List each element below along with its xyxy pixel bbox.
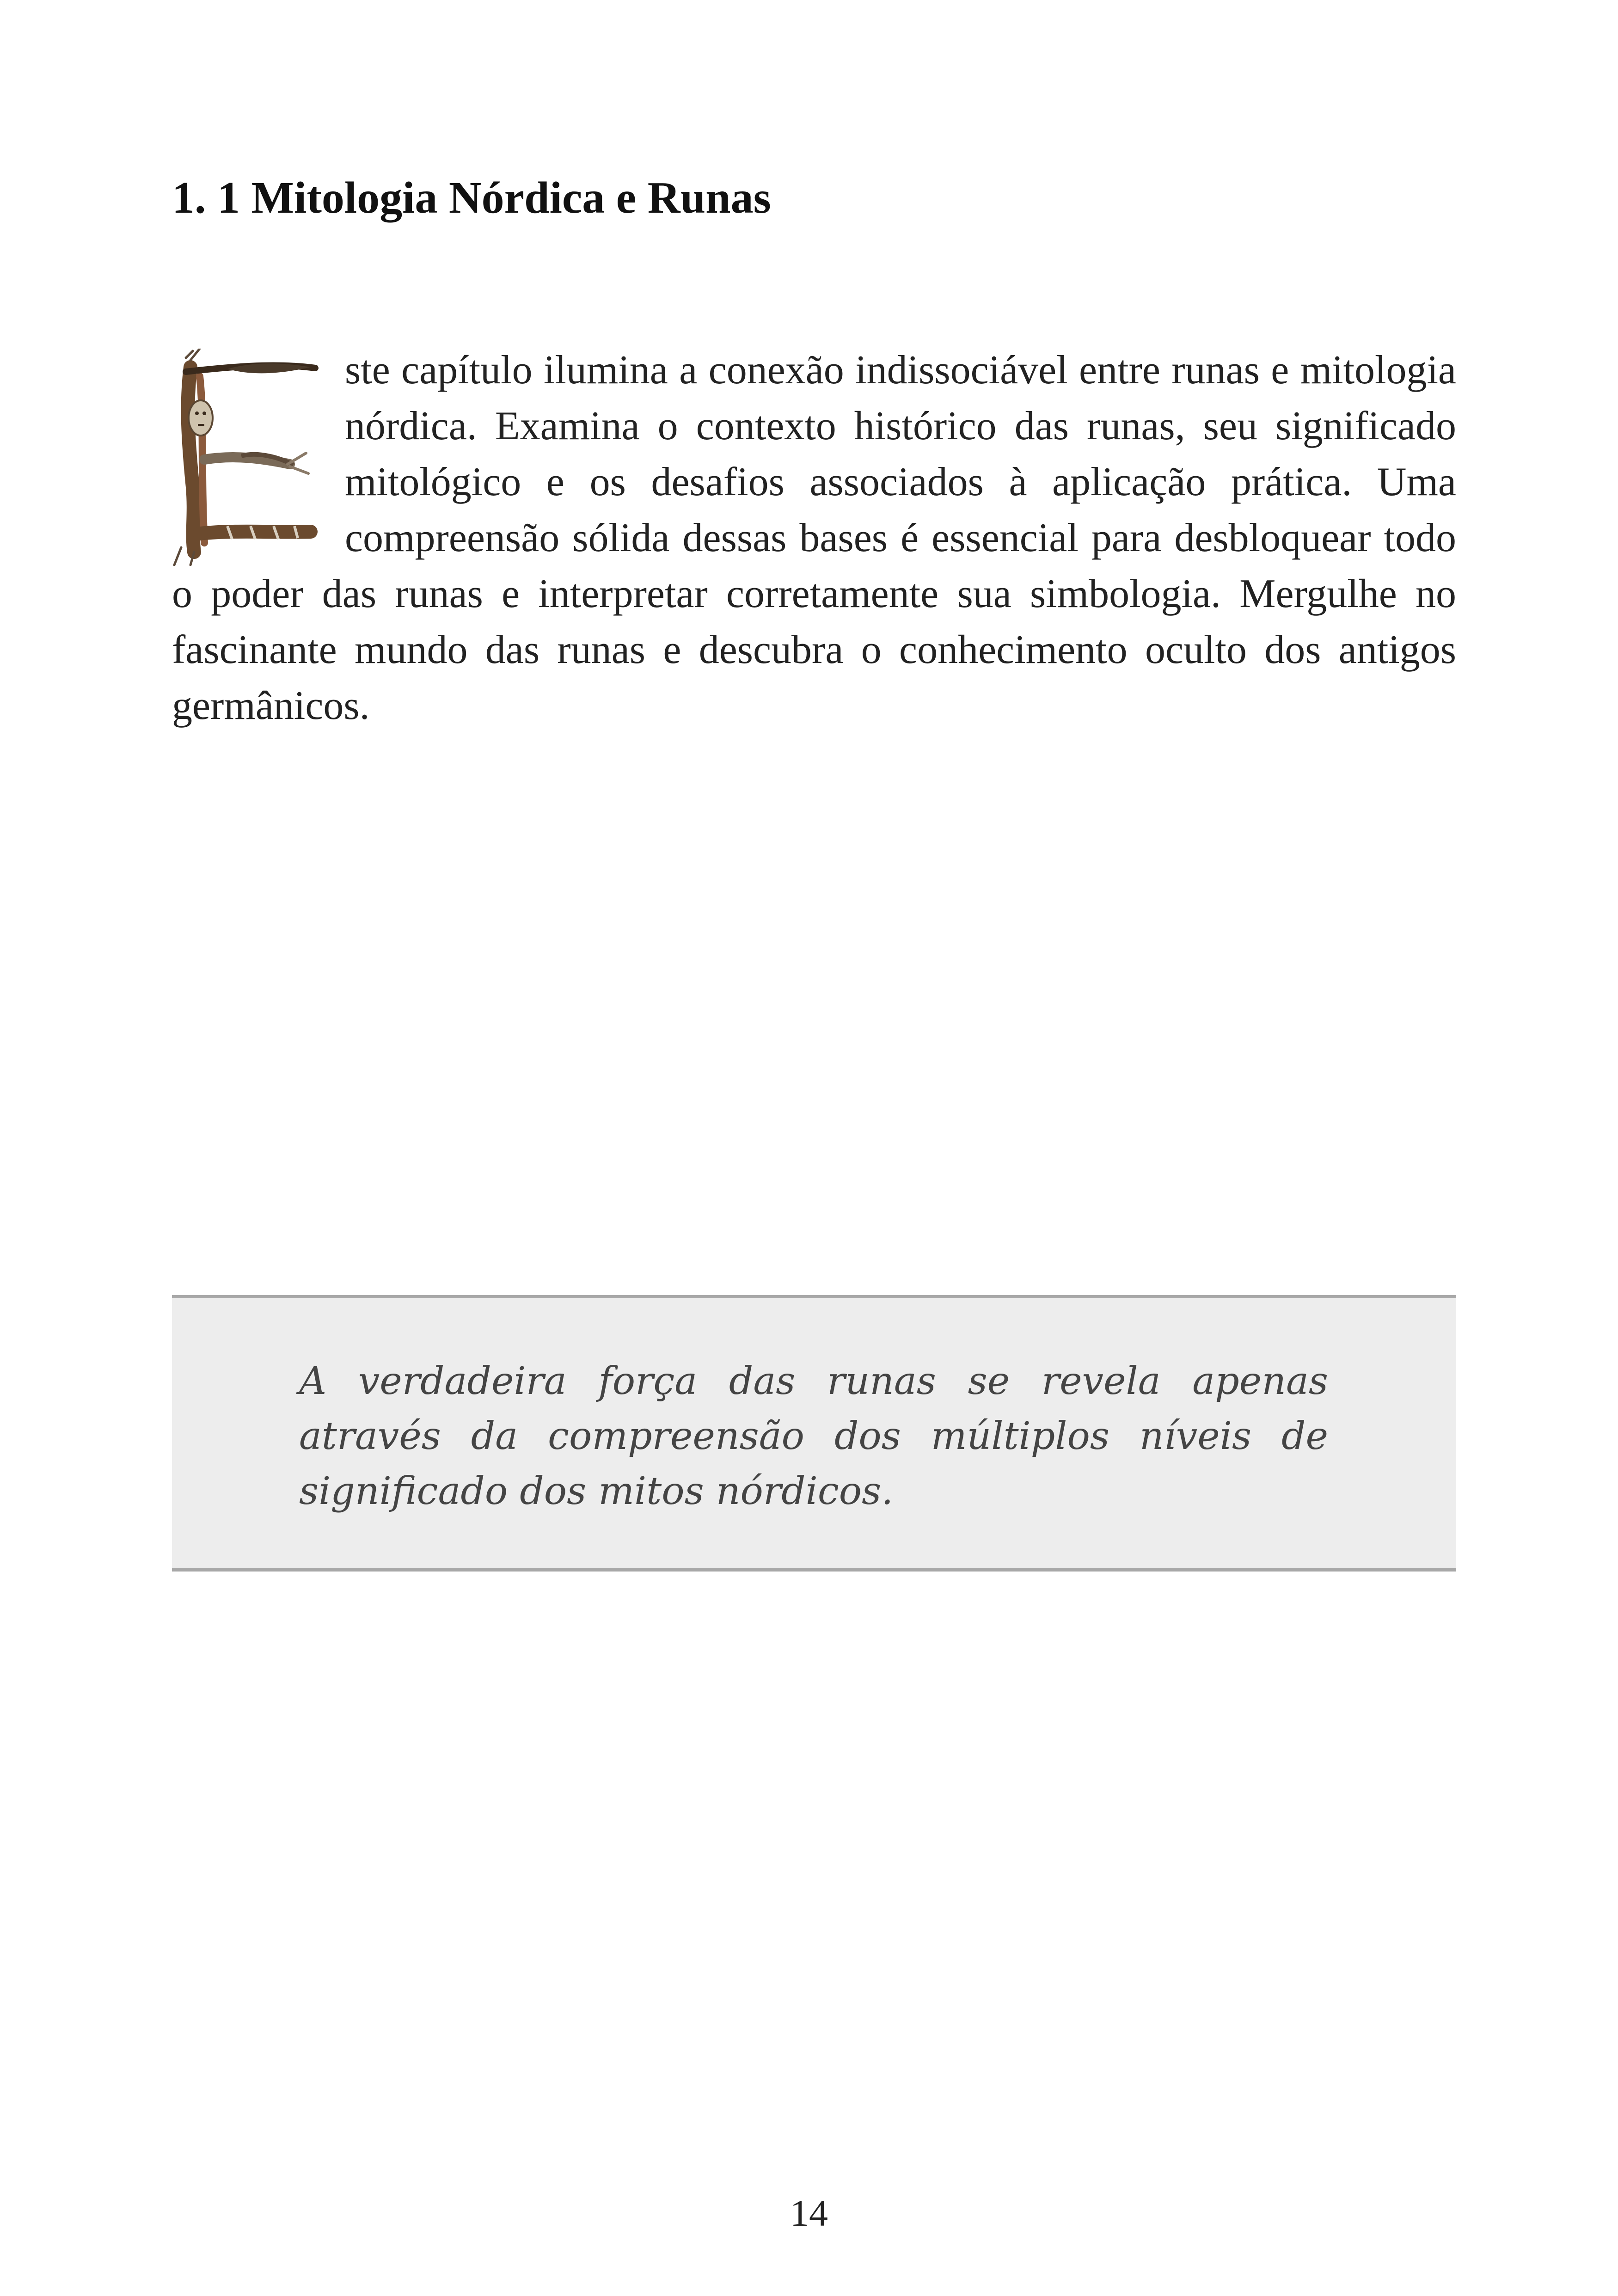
- pull-quote-box: [172, 1295, 1456, 1572]
- pull-quote-text: A verdadeira força das runas se revela apenas através da compreensão dos múltiplos níveis de significado dos mitos nórdicos.: [299, 1359, 1328, 1513]
- intro-text: ste capítulo ilumina a conexão indissociável entre runas e mitologia nórdica. Examina o contexto histórico das runas, seu significado mitológico e os desafios associados à aplicação prática. Uma compreensão sólida dessas bases é essencial para desbloquear todo o poder das runas e interpretar corretamente sua simbologia. Mergulhe no fascinante mundo das runas e descubra o conhecimento oculto dos antigos germânicos.: [172, 348, 1456, 728]
- intro-paragraph: [172, 342, 1456, 734]
- section-heading: 1. 1 Mitologia Nórdica e Runas: [172, 173, 771, 223]
- dropcap-letter-e-illustration: [172, 349, 319, 566]
- page-number: 14: [790, 2192, 828, 2234]
